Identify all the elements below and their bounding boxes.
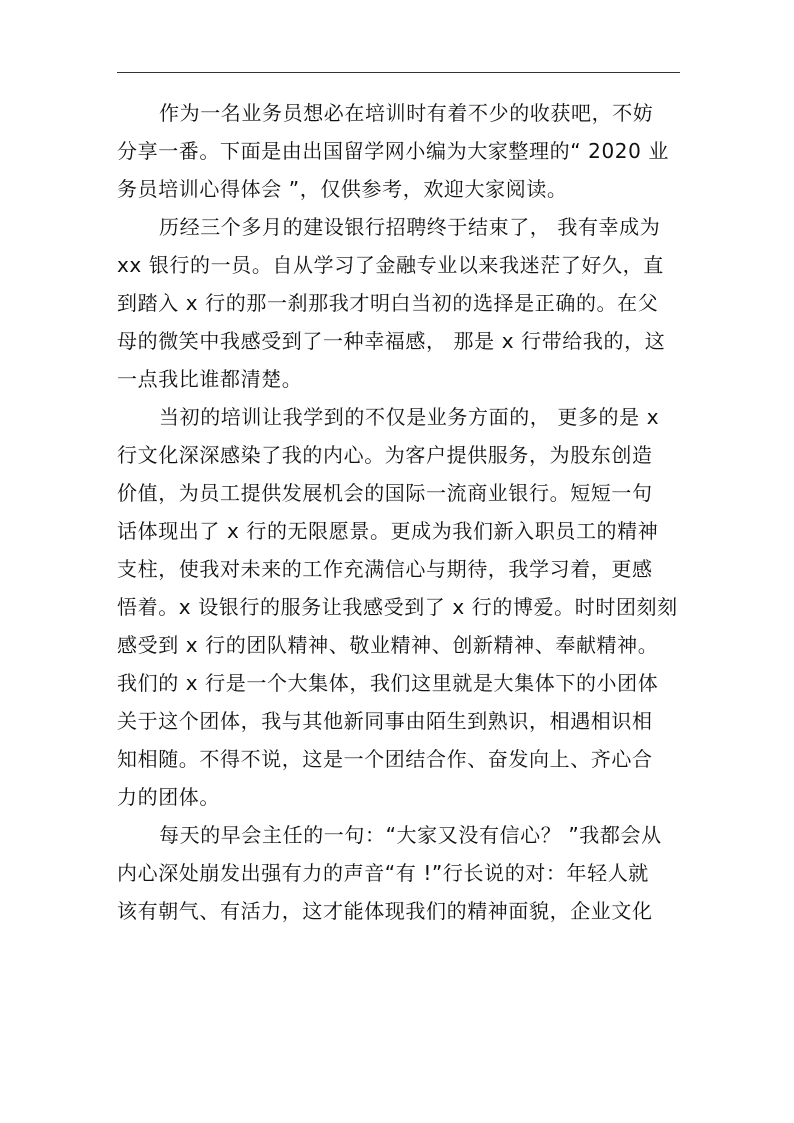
paragraph-recruitment [117,208,680,398]
text-line: 历经三个多月的建设银行招聘终于结束了， 我有幸成为 [159,215,661,239]
text-line: 行文化深深感染了我的内心。为客户提供服务，为股东创造 [117,443,653,467]
text-line: 务员培训心得体会 ”，仅供参考，欢迎大家阅读。 [117,177,568,201]
text-line: 当初的培训让我学到的不仅是业务方面的， 更多的是 x [159,405,660,429]
text-line: 悟着。x 设银行的服务让我感受到了 x 行的博爱。时时团刻刻 [117,595,678,619]
text-line: 支柱，使我对未来的工作充满信心与期待，我学习着，更感 [117,557,653,581]
text-line: 感受到 x 行的团队精神、敬业精神、创新精神、奉献精神。 [117,633,659,657]
text-line: 力的团体。 [117,785,220,809]
text-line: 价值，为员工提供发展机会的国际一流商业银行。短短一句 [117,481,653,505]
document-body [117,94,680,930]
text-line: xx 银行的一员。自从学习了金融专业以来我迷茫了好久，直 [117,253,664,277]
text-line: 关于这个团体，我与其他新同事由陌生到熟识，相遇相识相 [117,709,653,733]
text-line: 知相随。不得不说，这是一个团结合作、奋发向上、齐心合 [117,747,653,771]
text-line: 母的微笑中我感受到了一种幸福感， 那是 x 行带给我的，这 [117,329,666,353]
text-line: 我们的 x 行是一个大集体，我们这里就是大集体下的小团体 [117,671,659,695]
text-line: 每天的早会主任的一句：“大家又没有信心？ ”我都会从 [159,823,662,847]
paragraph-training [117,398,680,816]
text-line: 话体现出了 x 行的无限愿景。更成为我们新入职员工的精神 [117,519,659,543]
text-line: 分享一番。下面是由出国留学网小编为大家整理的“ 2020 业 [117,139,669,163]
paragraph-intro [117,94,680,208]
text-line: 一点我比谁都清楚。 [117,367,303,391]
text-line: 到踏入 x 行的那一刹那我才明白当初的选择是正确的。在父 [117,291,659,315]
text-line: 该有朝气、有活力，这才能体现我们的精神面貌，企业文化 [117,899,653,923]
text-line: 作为一名业务员想必在培训时有着不少的收获吧，不妨 [159,101,654,125]
header-rule [117,72,680,73]
paragraph-morning-meeting [117,816,680,930]
text-line: 内心深处崩发出强有力的声音“有 !”行长说的对：年轻人就 [117,861,649,885]
